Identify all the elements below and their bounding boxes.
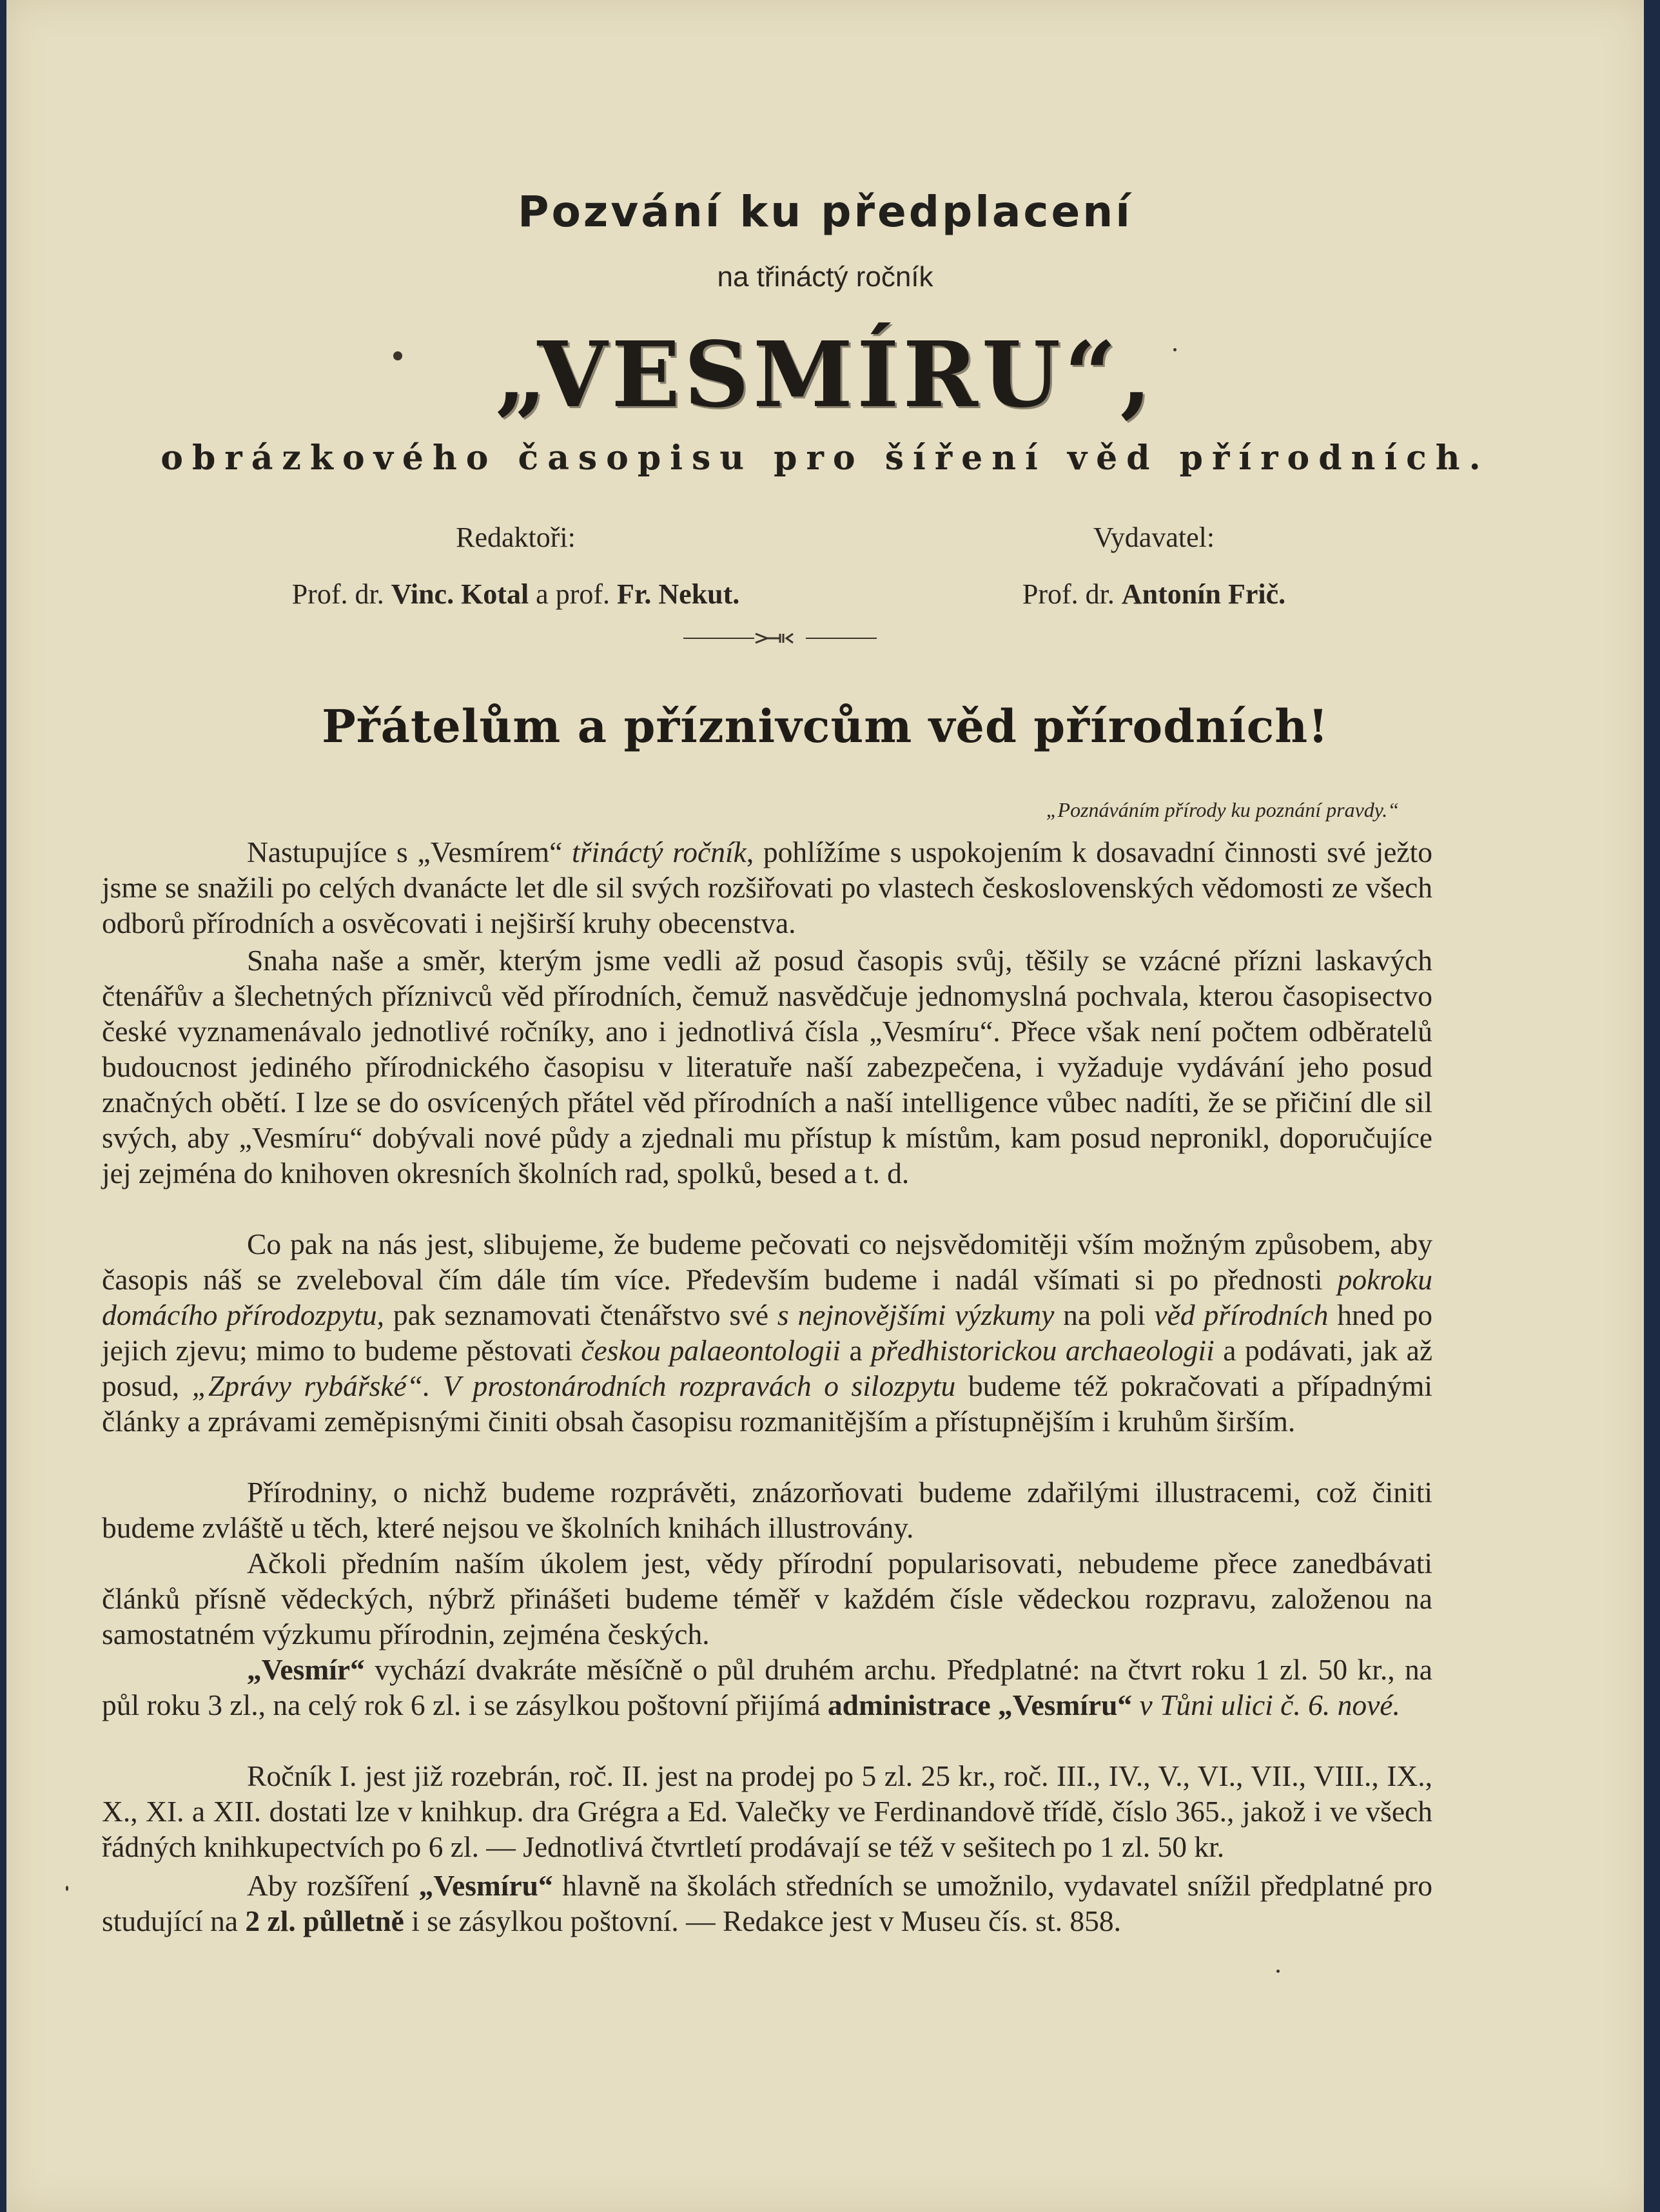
paragraph-7: Ročník I. jest již rozebrán, roč. II. jest na prodej po 5 zl. 25 kr., roč. III., IV., V., VI., VII., VIII., IX., X., XI. a XII. dostati lze v knihkup. dra Grégra a Ed. Valečky ve Ferdinandově třídě, číslo 365., jakož i ve všech řádných knihkupectvích po 6 zl. — Jednotlivá čtvrtletí prodávají se též v sešitech po 1 zl. 50 kr. <box>102 1759 1432 1863</box>
paragraph-5: Ačkoli předním naším úkolem jest, vědy přírodní popularisovati, nebudeme přece zanedbávati článků přísně vědeckých, nýbrž přinášeti budeme téměř v každém čísle vědeckou rozpravu, založenou na samostatném výzkumu přírodnin, zejména českých. <box>102 1547 1432 1650</box>
paragraph-6: „Vesmír“ vychází dvakráte měsíčně o půl druhém archu. Předplatné: na čtvrt roku 1 zl. 50 kr., na půl roku 3 zl., na celý rok 6 zl. i se zásylkou poštovní přijímá administrace „Vesmíru“ v Tůni ulici č. 6. nové. <box>102 1653 1433 1721</box>
magazine-description: obrázkového časopisu pro šíření věd přírodních. <box>161 438 1490 478</box>
ink-speck <box>393 351 402 360</box>
paragraph-3: Co pak na nás jest, slibujeme, že budeme pečovati co nejsvědomitěji vším možným způsobem, aby časopis náš se zveleboval čím dále tím více. Především budeme i nadál všímati si po přednosti pokroku domácího přírodozpytu, pak seznamovati čtenářstvo své s nejnovějšími výzkumy na poli věd přírodních hned po jejich zjevu; mimo to budeme pěstovati českou palaeontologii a předhistorickou archaeologii a podávati, jak až posud, „Zprávy rybářské“. V prostonárodních rozpravách o silozpytu budeme též pokračovati a případnými články a zprávami zeměpisnými činiti obsah časopisu rozmanitějším a přístupnějším i kruhům širším. <box>102 1228 1433 1438</box>
publisher-name: Prof. dr. Antonín Frič. <box>1022 578 1286 610</box>
ink-speck <box>66 1886 68 1891</box>
editors-block <box>226 521 806 611</box>
volume-subtitle: na třináctý ročník <box>717 261 933 293</box>
scan-edge <box>1644 0 1660 2212</box>
paragraph-1: Nastupujíce s „Vesmírem“ třináctý ročník, pohlížíme s uspokojením k dosavadní činnosti své ježto jsme se snažili po celých dvanácte let dle sil svých rozšiřovati po vlastech československých vědomosti ze všech odborů přírodních a osvěcovati i nejširší kruhy obecenstva. <box>102 836 1432 939</box>
paragraph-2: Snaha naše a směr, kterým jsme vedli až posud časopis svůj, těšily se vzácné přízni laskavých čtenářův a šlechetných příznivců věd přírodních, čemuž nasvědčuje jednomyslná pochvala, kterou časopisectvo české vyznamenávalo jednotlivé ročníky, ano i jednotlivá čísla „Vesmíru“. Přece však není počtem odběratelů budoucnost jediného přírodnického časopisu v literatuře naší zabezpečena, i vyžaduje vydávání jeho posud značných obětí. I lze se do osvícených přátel věd přírodních a naší intelligence vůbec nadíti, že se přičiní dle sil svých, aby „Vesmíru“ dobývali nové půdy a zjednali mu přístup k místům, kam posud nepronikl, doporučujíce jej zejména do knihoven okresních školních rad, spolků, besed a t. d. <box>102 944 1432 1189</box>
editors-label: Redaktoři: <box>456 522 576 553</box>
editors-names: Prof. dr. Vinc. Kotal a prof. Fr. Nekut. <box>291 578 740 610</box>
greeting-heading: Přátelům a příznivcům věd přírodních! <box>322 700 1329 753</box>
paragraph-8: Aby rozšíření „Vesmíru“ hlavně na školách středních se umožnilo, vydavatel snížil předplatné pro studující na 2 zl. půlletně i se zásylkou poštovní. — Redakce jest v Museu čís. st. 858. <box>102 1869 1433 1937</box>
invitation-title: Pozvání ku předplacení <box>518 187 1133 237</box>
ink-speck <box>1173 348 1177 351</box>
publisher-block <box>883 521 1425 611</box>
magazine-title: „VESMÍRU“, <box>494 322 1156 428</box>
publisher-label: Vydavatel: <box>1093 522 1215 553</box>
document-page <box>6 0 1644 2212</box>
motto: „Poznáváním přírody ku poznání pravdy.“ <box>1046 798 1399 821</box>
ink-speck <box>1276 1970 1280 1973</box>
paragraph-4: Přírodniny, o nichž budeme rozprávěti, znázorňovati budeme zdařilými illustracemi, což činiti budeme zvláště u těch, které nejsou ve školních knihách illustrovány. <box>102 1476 1432 1544</box>
ornament-divider <box>683 629 877 648</box>
